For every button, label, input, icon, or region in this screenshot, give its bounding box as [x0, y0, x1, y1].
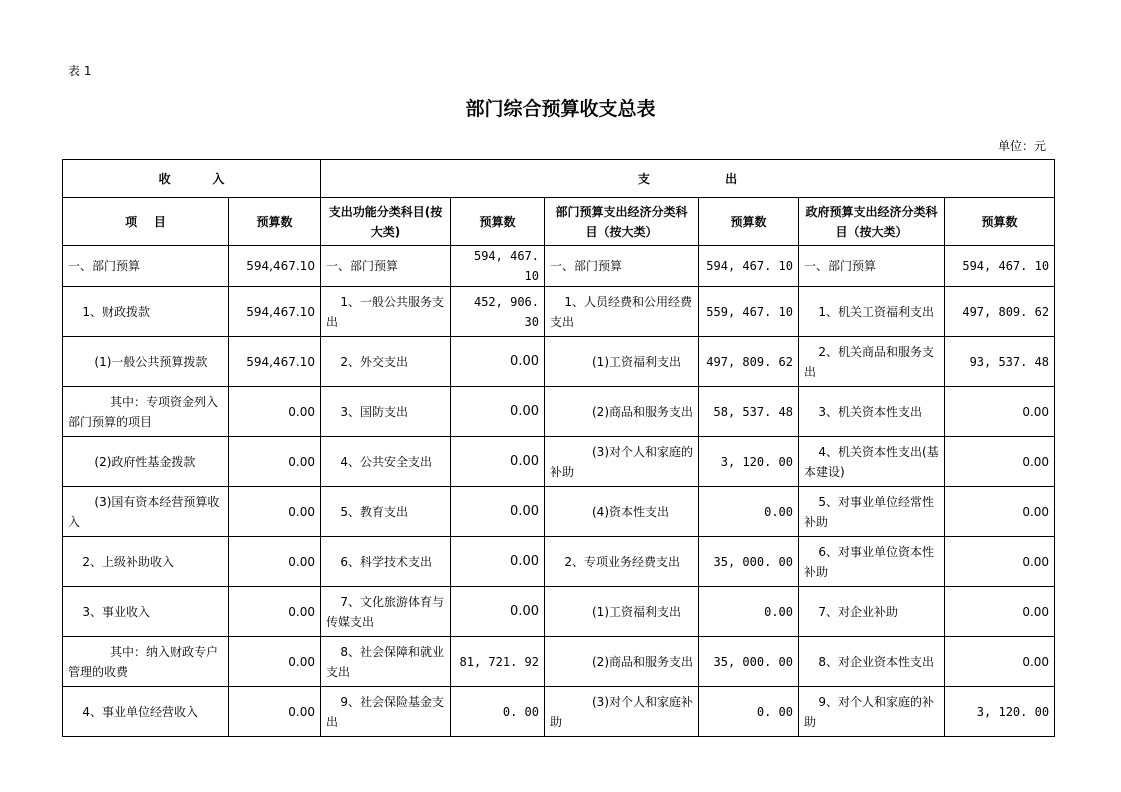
income-amount: 0.00: [229, 637, 321, 687]
dept-econ-item: (2)商品和服务支出: [545, 387, 699, 437]
table-row: [63, 437, 1055, 487]
gov-econ-amount: 0.00: [945, 487, 1055, 537]
func-class-amount: 0.00: [451, 487, 545, 537]
income-amount: 594,467.10: [229, 246, 321, 287]
dept-econ-item: (4)资本性支出: [545, 487, 699, 537]
func-class-amount: 0.00: [451, 387, 545, 437]
dept-econ-amount: 0.00: [699, 587, 799, 637]
income-item: 其中：纳入财政专户管理的收费: [63, 637, 229, 687]
table-row: [63, 246, 1055, 287]
dept-econ-item: 一、部门预算: [545, 246, 699, 287]
gov-econ-amount: 93, 537. 48: [945, 337, 1055, 387]
func-class-amount: 452, 906. 30: [451, 287, 545, 337]
dept-econ-item: 1、人员经费和公用经费支出: [545, 287, 699, 337]
dept-econ-item: 2、专项业务经费支出: [545, 537, 699, 587]
table-row: [63, 287, 1055, 337]
table-row: [63, 537, 1055, 587]
func-class-amount: 0. 00: [451, 687, 545, 737]
dept-econ-item: (1)工资福利支出: [545, 587, 699, 637]
income-amount: 0.00: [229, 537, 321, 587]
budget-summary-table: [62, 159, 1055, 737]
gov-econ-amount: 0.00: [945, 587, 1055, 637]
income-amount: 594,467.10: [229, 337, 321, 387]
func-class-item: 3、国防支出: [321, 387, 451, 437]
dept-econ-amount: 35, 000. 00: [699, 537, 799, 587]
gov-econ-item: 4、机关资本性支出(基本建设): [799, 437, 945, 487]
income-header: 收 入: [63, 160, 321, 198]
col-header-dept-econ: 部门预算支出经济分类科目（按大类）: [545, 198, 699, 246]
func-class-amount: 594, 467. 10: [451, 246, 545, 287]
gov-econ-item: 6、对事业单位资本性补助: [799, 537, 945, 587]
dept-econ-amount: 3, 120. 00: [699, 437, 799, 487]
income-item: (2)政府性基金拨款: [63, 437, 229, 487]
gov-econ-amount: 3, 120. 00: [945, 687, 1055, 737]
gov-econ-amount: 0.00: [945, 537, 1055, 587]
table-row: [63, 687, 1055, 737]
income-amount: 0.00: [229, 437, 321, 487]
income-item: 4、事业单位经营收入: [63, 687, 229, 737]
dept-econ-amount: 0. 00: [699, 687, 799, 737]
func-class-amount: 0.00: [451, 537, 545, 587]
col-header-item: 项 目: [63, 198, 229, 246]
income-item: 3、事业收入: [63, 587, 229, 637]
income-item: 其中：专项资金列入部门预算的项目: [63, 387, 229, 437]
func-class-amount: 0.00: [451, 587, 545, 637]
table-row: [63, 487, 1055, 537]
dept-econ-item: (3)对个人和家庭的补助: [545, 437, 699, 487]
gov-econ-item: 5、对事业单位经常性补助: [799, 487, 945, 537]
table-row: [63, 587, 1055, 637]
gov-econ-item: 8、对企业资本性支出: [799, 637, 945, 687]
gov-econ-item: 一、部门预算: [799, 246, 945, 287]
func-class-item: 一、部门预算: [321, 246, 451, 287]
gov-econ-item: 9、对个人和家庭的补助: [799, 687, 945, 737]
income-amount: 0.00: [229, 587, 321, 637]
func-class-amount: 0.00: [451, 337, 545, 387]
table-row: [63, 387, 1055, 437]
income-item: 1、财政拨款: [63, 287, 229, 337]
gov-econ-amount: 0.00: [945, 437, 1055, 487]
gov-econ-amount: 497, 809. 62: [945, 287, 1055, 337]
income-item: 一、部门预算: [63, 246, 229, 287]
func-class-item: 5、教育支出: [321, 487, 451, 537]
income-amount: 0.00: [229, 487, 321, 537]
dept-econ-amount: 594, 467. 10: [699, 246, 799, 287]
func-class-item: 1、一般公共服务支出: [321, 287, 451, 337]
income-item: 2、上级补助收入: [63, 537, 229, 587]
func-class-amount: 0.00: [451, 437, 545, 487]
gov-econ-amount: 594, 467. 10: [945, 246, 1055, 287]
dept-econ-amount: 559, 467. 10: [699, 287, 799, 337]
func-class-item: 2、外交支出: [321, 337, 451, 387]
gov-econ-item: 1、机关工资福利支出: [799, 287, 945, 337]
income-amount: 0.00: [229, 687, 321, 737]
col-header-func-class: 支出功能分类科目(按大类): [321, 198, 451, 246]
income-amount: 594,467.10: [229, 287, 321, 337]
dept-econ-amount: 497, 809. 62: [699, 337, 799, 387]
col-header-budget: 预算数: [945, 198, 1055, 246]
func-class-item: 7、文化旅游体育与传媒支出: [321, 587, 451, 637]
dept-econ-amount: 0.00: [699, 487, 799, 537]
gov-econ-amount: 0.00: [945, 387, 1055, 437]
table-row: [63, 337, 1055, 387]
dept-econ-item: (3)对个人和家庭补助: [545, 687, 699, 737]
gov-econ-item: 3、机关资本性支出: [799, 387, 945, 437]
gov-econ-item: 2、机关商品和服务支出: [799, 337, 945, 387]
income-amount: 0.00: [229, 387, 321, 437]
table-number-label: 表 1: [68, 64, 92, 78]
income-item: (1)一般公共预算拨款: [63, 337, 229, 387]
page-title: 部门综合预算收支总表: [465, 98, 656, 120]
gov-econ-amount: 0.00: [945, 637, 1055, 687]
gov-econ-item: 7、对企业补助: [799, 587, 945, 637]
func-class-amount: 81, 721. 92: [451, 637, 545, 687]
func-class-item: 8、社会保障和就业支出: [321, 637, 451, 687]
header-row-columns: [63, 198, 1055, 246]
dept-econ-item: (1)工资福利支出: [545, 337, 699, 387]
col-header-budget: 预算数: [699, 198, 799, 246]
col-header-budget: 预算数: [451, 198, 545, 246]
income-item: (3)国有资本经营预算收入: [63, 487, 229, 537]
func-class-item: 4、公共安全支出: [321, 437, 451, 487]
unit-label: 单位：元: [997, 139, 1046, 153]
func-class-item: 6、科学技术支出: [321, 537, 451, 587]
dept-econ-amount: 58, 537. 48: [699, 387, 799, 437]
col-header-gov-econ: 政府预算支出经济分类科目（按大类）: [799, 198, 945, 246]
col-header-budget: 预算数: [229, 198, 321, 246]
table-row: [63, 637, 1055, 687]
dept-econ-item: (2)商品和服务支出: [545, 637, 699, 687]
header-row-top: [63, 160, 1055, 198]
dept-econ-amount: 35, 000. 00: [699, 637, 799, 687]
func-class-item: 9、社会保险基金支出: [321, 687, 451, 737]
expense-header: 支 出: [321, 160, 1055, 198]
